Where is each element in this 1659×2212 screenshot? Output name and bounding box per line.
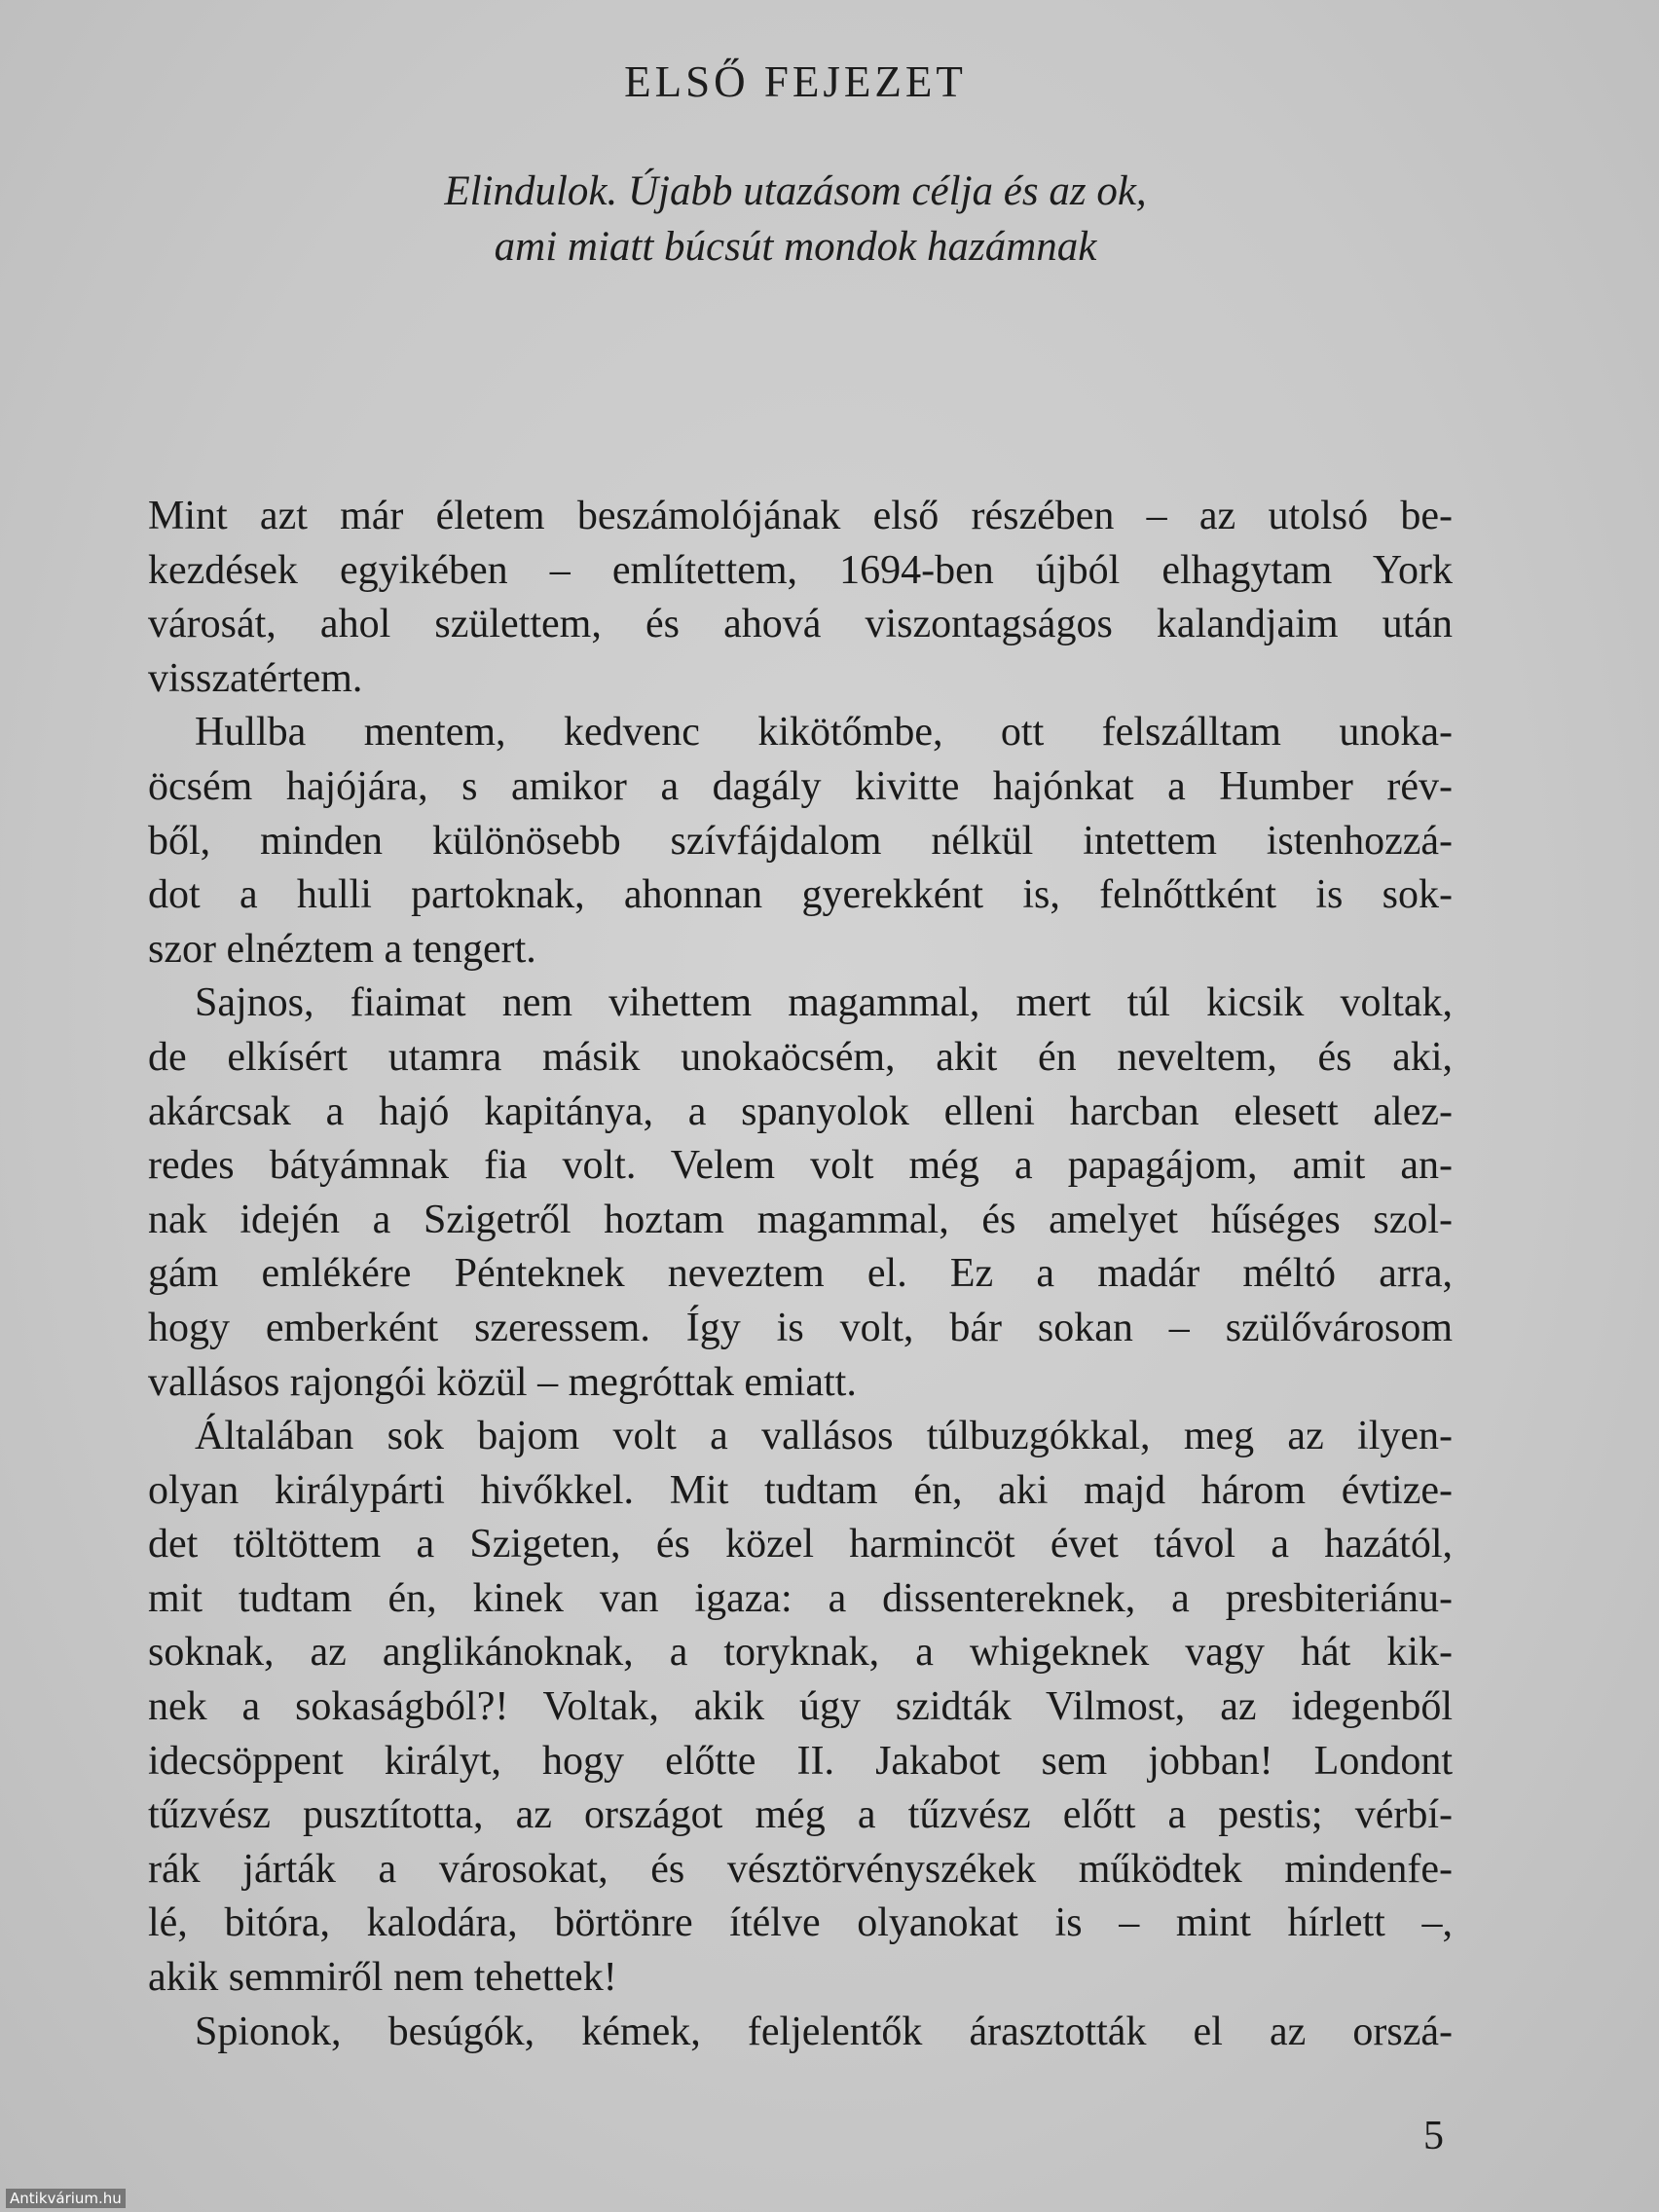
- subtitle-line: ami miatt búcsút mondok hazámnak: [494, 224, 1097, 270]
- chapter-title: ELSŐ FEJEZET: [624, 57, 967, 106]
- text-line: nak idején a Szigetről hoztam magammal, és amelyet hűséges szol-: [148, 1197, 1453, 1242]
- text-line: tűzvész pusztította, az országot még a tűzvész előtt a pestis; vérbí-: [148, 1792, 1453, 1838]
- body-text: [148, 490, 1453, 2059]
- text-line: öcsém hajójára, s amikor a dagály kivitte hajónkat a Humber rév-: [148, 763, 1453, 809]
- text-line: szor elnéztem a tengert.: [148, 926, 536, 972]
- text-line: lé, bitóra, kalodára, börtönre ítélve olyanokat is – mint hírlett –,: [148, 1900, 1453, 1946]
- text-line: mit tudtam én, kinek van igaza: a dissentereknek, a presbiteriánu-: [148, 1575, 1453, 1621]
- text-line: nek a sokaságból?! Voltak, akik úgy szidták Vilmost, az idegenből: [148, 1684, 1453, 1730]
- page-number: 5: [1423, 2114, 1444, 2158]
- chapter-subtitle: [0, 164, 1591, 275]
- text-line: Sajnos, fiaimat nem vihettem magammal, mert túl kicsik voltak,: [195, 980, 1453, 1026]
- text-line: de elkísért utamra másik unokaöcsém, akit én neveltem, és aki,: [148, 1034, 1453, 1080]
- text-line: akárcsak a hajó kapitánya, a spanyolok elleni harcban elesett alez-: [148, 1088, 1453, 1134]
- text-line: Általában sok bajom volt a vallásos túlbuzgókkal, meg az ilyen-: [195, 1414, 1453, 1459]
- text-line: det töltöttem a Szigeten, és közel harmincöt évet távol a hazától,: [148, 1522, 1453, 1567]
- text-line: visszatértem.: [148, 655, 363, 701]
- subtitle-line: Elindulok. Újabb utazásom célja és az ok,: [444, 168, 1147, 214]
- text-line: Spionok, besúgók, kémek, feljelentők árasztották el az orszá-: [195, 2009, 1453, 2054]
- text-line: vallásos rajongói közül – megróttak emiatt.: [148, 1359, 857, 1405]
- text-line: dot a hulli partoknak, ahonnan gyerekként is, felnőttként is sok-: [148, 872, 1453, 918]
- text-line: soknak, az anglikánoknak, a toryknak, a whigeknek vagy hát kik-: [148, 1630, 1453, 1676]
- text-line: Hullba mentem, kedvenc kikötőmbe, ott felszálltam unoka-: [195, 710, 1453, 756]
- text-line: ből, minden különösebb szívfájdalom nélkül intettem istenhozzá-: [148, 818, 1453, 864]
- text-line: idecsöppent királyt, hogy előtte II. Jakabot sem jobban! Londont: [148, 1738, 1453, 1784]
- watermark: Antikvárium.hu: [6, 2189, 126, 2208]
- text-line: rák járták a városokat, és vésztörvényszékek működtek mindenfe-: [148, 1846, 1453, 1892]
- text-line: olyan királypárti hivőkkel. Mit tudtam én, aki majd három évtize-: [148, 1467, 1453, 1513]
- text-line: gám emlékére Pénteknek neveztem el. Ez a madár méltó arra,: [148, 1251, 1453, 1297]
- text-line: Mint azt már életem beszámolójának első részében – az utolsó be-: [148, 494, 1453, 538]
- text-line: városát, ahol születtem, és ahová viszontagságos kalandjaim után: [148, 602, 1453, 647]
- text-line: redes bátyámnak fia volt. Velem volt még a papagájom, amit an-: [148, 1143, 1453, 1189]
- text-line: kezdések egyikében – említettem, 1694-ben újból elhagytam York: [148, 547, 1453, 593]
- text-line: akik semmiről nem tehettek!: [148, 1955, 617, 2001]
- text-line: hogy emberként szeressem. Így is volt, bár sokan – szülővárosom: [148, 1305, 1453, 1350]
